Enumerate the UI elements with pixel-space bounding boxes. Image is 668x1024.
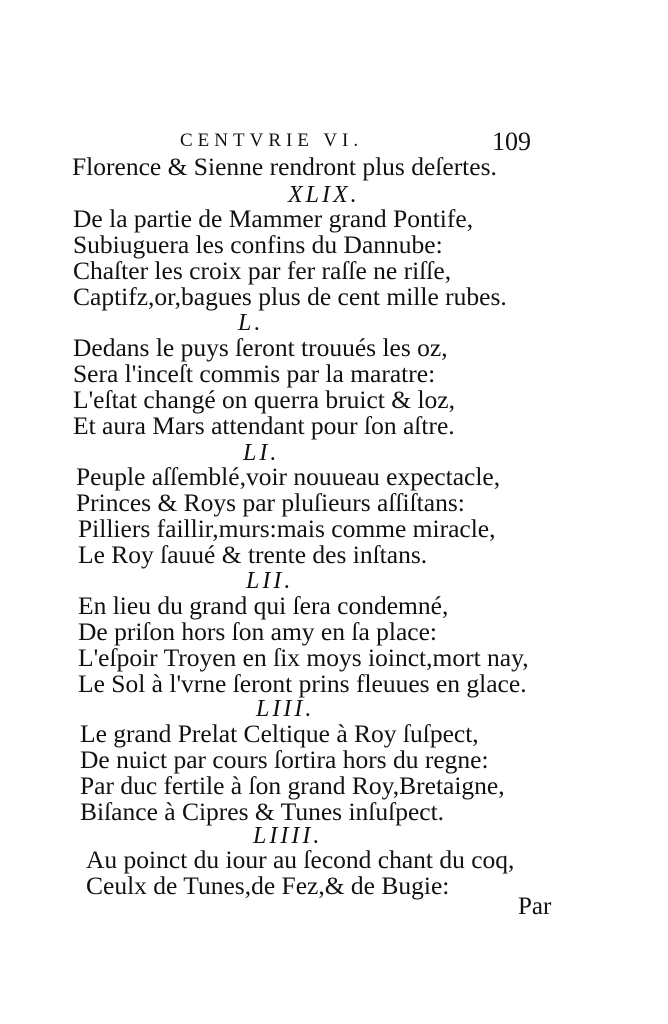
verse-line: Le Sol à l'vrne ſeront prins fleuues en glace. xyxy=(78,669,527,698)
verse-line: Captifz,or,bagues plus de cent mille rubes. xyxy=(73,282,507,311)
quatrain-numeral: LIIII. xyxy=(253,823,323,849)
verse-line: Biſance à Cipres & Tunes inſuſpect. xyxy=(80,797,445,826)
verse-line: L'eſpoir Troyen en ſix moys ioinct,mort nay, xyxy=(78,643,529,672)
verse-line: De la partie de Mammer grand Pontife, xyxy=(73,204,474,233)
verse-line: Princes & Roys par pluſieurs aſſiſtans: xyxy=(76,488,465,517)
verse-line: Le grand Prelat Celtique à Roy ſuſpect, xyxy=(80,719,479,748)
opening-line: Florence & Sienne rendront plus deſertes. xyxy=(72,152,497,181)
quatrain-numeral: LII. xyxy=(246,568,294,594)
verse-line: Dedans le puys ſeront trouués les oz, xyxy=(73,333,448,362)
verse-line: Le Roy ſauué & trente des inſtans. xyxy=(78,540,428,569)
verse-line: L'eſtat changé on querra bruict & loz, xyxy=(73,385,455,414)
quatrain-numeral: XLIX. xyxy=(288,182,360,208)
quatrain-numeral: L. xyxy=(238,310,264,336)
verse-line: Sera l'inceſt commis par la maratre: xyxy=(73,359,436,388)
verse-line: Par duc fertile à ſon grand Roy,Bretaigne, xyxy=(80,771,505,800)
verse-line: Subiuguera les confins du Dannube: xyxy=(73,230,443,259)
verse-line: Et aura Mars attendant pour ſon aſtre. xyxy=(73,411,455,440)
catchword: Par xyxy=(518,893,552,920)
quatrain-numeral: LI. xyxy=(243,440,280,466)
verse-line: Peuple aſſemblé,voir nouueau expectacle, xyxy=(76,462,501,491)
verse-line: De nuict par cours ſortira hors du regne: xyxy=(80,745,489,774)
verse-line: Pilliers faillir,murs:mais comme miracle, xyxy=(78,514,496,543)
verse-line: De priſon hors ſon amy en ſa place: xyxy=(78,617,438,646)
quatrain-numeral: LIII. xyxy=(256,696,315,722)
page-number: 109 xyxy=(492,127,531,156)
verse-line: Ceulx de Tunes,de Fez,& de Bugie: xyxy=(86,871,450,900)
running-head: CENTVRIE VI. xyxy=(180,130,364,151)
verse-line: Chaſter les croix par fer raſſe ne riſſe, xyxy=(73,256,452,285)
verse-line: En lieu du grand qui ſera condemné, xyxy=(78,591,449,620)
verse-line: Au poinct du iour au ſecond chant du coq, xyxy=(86,845,515,874)
